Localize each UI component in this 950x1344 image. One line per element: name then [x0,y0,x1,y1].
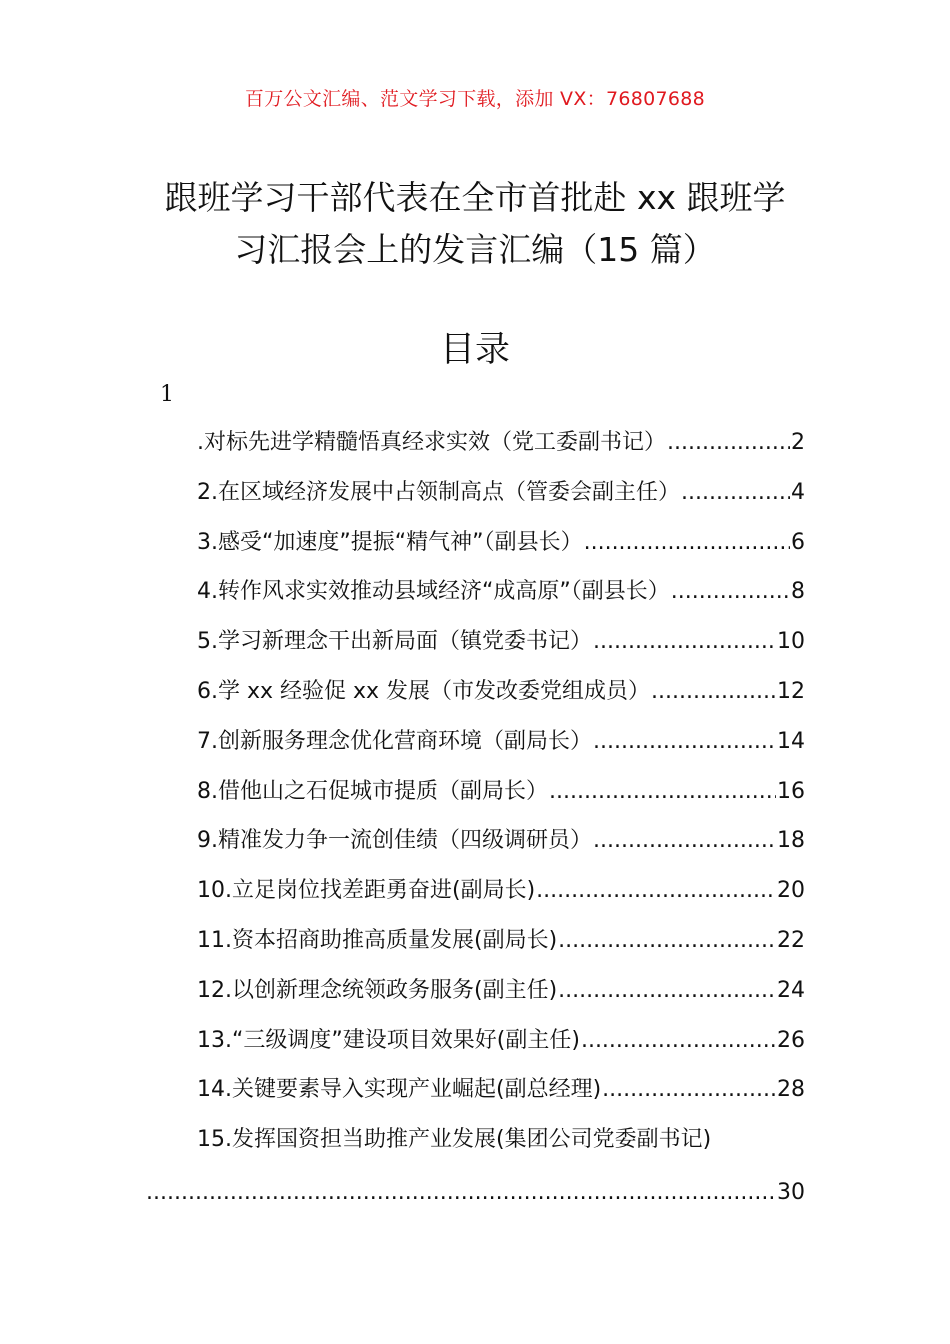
watermark-header: 百万公文汇编、范文学习下载，添加 VX：76807688 [244,88,706,110]
toc-item-page: 12 [777,678,805,704]
toc-item[interactable] [197,916,805,966]
toc-item-page: 30 [777,1180,805,1205]
toc-item-page: 26 [777,1027,805,1053]
toc-item[interactable] [197,617,805,667]
toc-item-title: 14.关键要素导入实现产业崛起(副总经理) [197,1077,602,1103]
toc-item-continuation[interactable] [146,1168,805,1218]
toc-item-title: 6.学 xx 经验促 xx 发展（市发改委党组成员） [197,678,651,704]
toc-item-title: 3.感受“加速度”提振“精气神”（副县长） [197,529,583,555]
toc-item-title: 12.以创新理念统领政务服务(副主任) [197,977,558,1003]
toc-leader [549,767,776,817]
toc-item[interactable] [197,767,805,817]
toc-leader [536,866,776,916]
toc-marker: 1 [160,382,174,407]
toc-item-title: 10.立足岗位找差距勇奋进(副局长) [197,878,536,904]
toc-item[interactable] [197,866,805,916]
toc-leader [146,1168,777,1218]
document-title [0,172,950,276]
toc-list [197,418,805,1165]
toc-item-page: 18 [777,828,805,854]
toc-item[interactable] [197,717,805,767]
toc-item-title: 5.学习新理念干出新局面（镇党委书记） [197,629,592,655]
toc-item-page: 8 [791,579,805,605]
document-title-line-1: 跟班学习干部代表在全市首批赴 xx 跟班学 [164,178,786,217]
toc-leader [593,717,776,767]
toc-item[interactable] [197,1065,805,1115]
toc-item-page: 4 [791,479,805,505]
toc-leader [593,617,776,667]
toc-item-title: 7.创新服务理念优化营商环境（副局长） [197,728,592,754]
toc-item[interactable] [197,468,805,518]
toc-leader [671,567,790,617]
toc-item[interactable] [197,418,805,468]
toc-item[interactable] [197,1016,805,1066]
toc-leader [667,418,790,468]
toc-item[interactable] [197,966,805,1016]
toc-item[interactable] [197,518,805,568]
toc-item-title: 11.资本招商助推高质量发展(副局长) [197,927,558,953]
toc-item-title: 2.在区域经济发展中占领制高点（管委会副主任） [197,479,680,505]
toc-item-title: 13.“三级调度”建设项目效果好(副主任) [197,1027,580,1053]
toc-item-page: 24 [777,977,805,1003]
toc-heading: 目录 [439,330,510,370]
toc-item-page: 10 [777,629,805,655]
toc-item-title: 15.发挥国资担当助推产业发展(集团公司党委副书记) [197,1127,712,1153]
toc-item-page: 28 [777,1077,805,1103]
toc-leader [651,667,776,717]
document-title-line-2: 习汇报会上的发言汇编（15 篇） [234,230,716,269]
toc-leader [558,916,776,966]
toc-item-title: 4.转作风求实效推动县域经济“成高原”（副县长） [197,579,670,605]
toc-item[interactable] [197,667,805,717]
toc-item-page: 14 [777,728,805,754]
toc-leader [681,468,790,518]
toc-item[interactable] [197,1115,805,1165]
toc-item[interactable] [197,567,805,617]
toc-item-title: 9.精准发力争一流创佳绩（四级调研员） [197,828,592,854]
toc-leader [602,1065,776,1115]
toc-item-title: 8.借他山之石促城市提质（副局长） [197,778,548,804]
toc-leader [581,1016,776,1066]
toc-item-page: 16 [777,778,805,804]
toc-leader [593,816,776,866]
toc-item-page: 22 [777,927,805,953]
toc-item-page: 2 [791,430,805,455]
toc-item[interactable] [197,816,805,866]
toc-item-title: .对标先进学精髓悟真经求实效（党工委副书记） [197,430,666,455]
toc-item-page: 20 [777,878,805,904]
toc-leader [558,966,776,1016]
toc-leader [584,518,790,568]
toc-item-page: 6 [791,529,805,555]
